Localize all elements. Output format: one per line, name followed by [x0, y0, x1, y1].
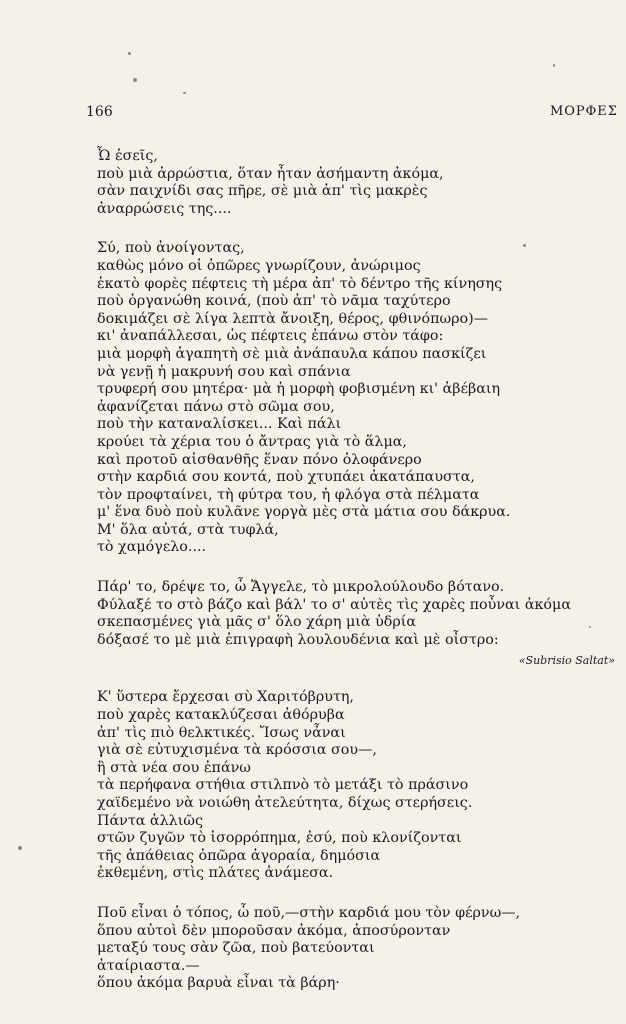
- poem-line: καθὼς μόνο οἱ ὀπῶρες γνωρίζουν, ἀνώριμος: [97, 257, 421, 274]
- poem-line: τὸ χαμόγελο....: [97, 539, 207, 556]
- poem-line: μ' ἕνα δυὸ ποὺ κυλᾶνε γοργὰ μὲς στὰ μάτια σου δάκρυα.: [97, 504, 511, 521]
- stanza: [97, 905, 617, 993]
- poem-line: γιὰ σὲ εὐτυχισμένα τὰ κρόσσια σου—,: [97, 742, 377, 759]
- poem-line: Κ' ὕστερα ἔρχεσαι σὺ Χαριτόβρυτη,: [97, 689, 354, 706]
- poem-line: τὰ περήφανα στήθια στιλπνὸ τὸ μετάξι τὸ πράσινο: [97, 777, 469, 794]
- poem-line: ἢ στὰ νέα σου ἐπάνω: [97, 759, 251, 776]
- poem-line: ποὺ ὀργανώθη κοινά, (ποὺ ἀπ' τὸ νᾶμα ταχύτερο: [97, 293, 451, 310]
- stanza: [97, 689, 617, 883]
- poem-line: Πάντα ἀλλιῶς: [97, 812, 203, 829]
- poem-line: ποὺ μιὰ ἀρρώστια, ὅταν ἦταν ἀσήμαντη ἀκόμα,: [97, 165, 444, 182]
- poem-line: ποὺ τὴν καταναλίσκει... Καὶ πάλι: [97, 416, 342, 433]
- poem-line: τῆς ἀπάθειας ὀπῶρα ἀγοραία, δημόσια: [97, 847, 381, 864]
- poem-line: κρούει τὰ χέρια του ὁ ἄντρας γιὰ τὸ ἅλμα,: [97, 433, 407, 450]
- poem-line: Ὦ ἐσεῖς,: [97, 148, 158, 164]
- poem-line: μιὰ μορφὴ ἀγαπητὴ σὲ μιὰ ἀνάπαυλα κάπου πασκίζει: [97, 345, 487, 362]
- poem-line: δοκιμάζει σὲ λίγα λεπτὰ ἄνοιξη, θέρος, φθινόπωρο)—: [97, 310, 489, 327]
- poem-line: μεταξύ τους σὰν ζῶα, ποὺ βατεύονται: [97, 940, 375, 957]
- poem-line: ἀφανίζεται πάνω στὸ σῶμα σου,: [97, 398, 335, 415]
- poem-body: [97, 148, 617, 1015]
- stanza: [97, 579, 617, 649]
- poem-line: στὴν καρδιά σου κοντά, ποὺ χτυπάει ἀκατάπαυστα,: [97, 469, 475, 486]
- poem-line: κι' ἀναπάλλεσαι, ὡς πέφτεις ἐπάνω στὸν τάφο:: [97, 328, 444, 345]
- poem-line: δόξασέ το μὲ μιὰ ἐπιγραφὴ λουλουδένια καὶ μὲ οἶστρο:: [97, 631, 499, 648]
- poem-line: Πάρ' το, δρέψε το, ὦ Ἄγγελε, τὸ μικρολούλουδο βότανο.: [97, 579, 505, 596]
- poem-line: ἀπ' τὶς πιὸ θελκτικές. Ἴσως νἆναι: [97, 724, 346, 741]
- poem-line: σκεπασμένες γιὰ μᾶς σ' ὅλο χάρη μιὰ ὑδρία: [97, 614, 417, 631]
- page-header: [86, 104, 618, 124]
- poem-line: ἀταίριαστα.—: [97, 957, 200, 974]
- poem-line: νὰ γενῇ ἡ μακρυνή σου καὶ σπάνια: [97, 363, 351, 380]
- poem-line: ἐκθεμένη, στὶς πλάτες ἀνάμεσα.: [97, 865, 334, 882]
- poem-line: ἀναρρώσεις της....: [97, 200, 232, 217]
- poem-line: Μ' ὅλα αὐτά, στὰ τυφλά,: [97, 521, 279, 538]
- running-title: ΜΟΡΦΕΣ: [549, 104, 618, 119]
- poem-line: τὸν προφταίνει, τὴ φύτρα του, ἡ φλόγα στὰ πέλματα: [97, 486, 480, 503]
- poem-line: καὶ προτοῦ αἰσθανθῆς ἕναν πόνο ὁλοφάνερο: [97, 451, 422, 468]
- poem-line: ποὺ χαρὲς κατακλύζεσαι ἀθόρυβα: [97, 707, 345, 724]
- poem-line: Φύλαξέ το στὸ βάζο καὶ βάλ' το σ' αὐτὲς τὶς χαρὲς ποὖναι ἀκόμα: [97, 596, 571, 613]
- poem-line: σὰν παιχνίδι σας πῆρε, σὲ μιὰ ἀπ' τὶς μακρὲς: [97, 183, 428, 200]
- poem-line: στῶν ζυγῶν τὸ ἰσορρόπημα, ἐσύ, ποὺ κλονίζονται: [97, 830, 462, 847]
- poem-line: Ποῦ εἶναι ὁ τόπος, ὦ ποῦ,—στὴν καρδιά μου τὸν φέρνω—,: [97, 904, 521, 921]
- poem-line: ὅπου αὐτοὶ δὲν μποροῦσαν ἀκόμα, ἀποσύρονταν: [97, 922, 451, 939]
- poem-line: Σύ, ποὺ ἀνοίγοντας,: [97, 240, 245, 257]
- poem-line: ἑκατὸ φορὲς πέφτεις τὴ μέρα ἀπ' τὸ δέντρο τῆς κίνησης: [97, 275, 503, 292]
- page-number: 166: [86, 104, 113, 120]
- poem-line: ὅπου ἀκόμα βαρυὰ εἶναι τὰ βάρη·: [97, 975, 340, 992]
- poem-line: χαϊδεμένο νὰ νοιώθη ἀτελεύτητα, δίχως στερήσεις.: [97, 795, 473, 811]
- poem-line: τρυφερή σου μητέρα· μὰ ἡ μορφὴ φοβισμένη κι' ἀβέβαιη: [97, 381, 501, 398]
- stanza: [97, 240, 617, 557]
- stanza: [97, 148, 617, 218]
- signature: «Subrisio Saltat»: [518, 654, 615, 668]
